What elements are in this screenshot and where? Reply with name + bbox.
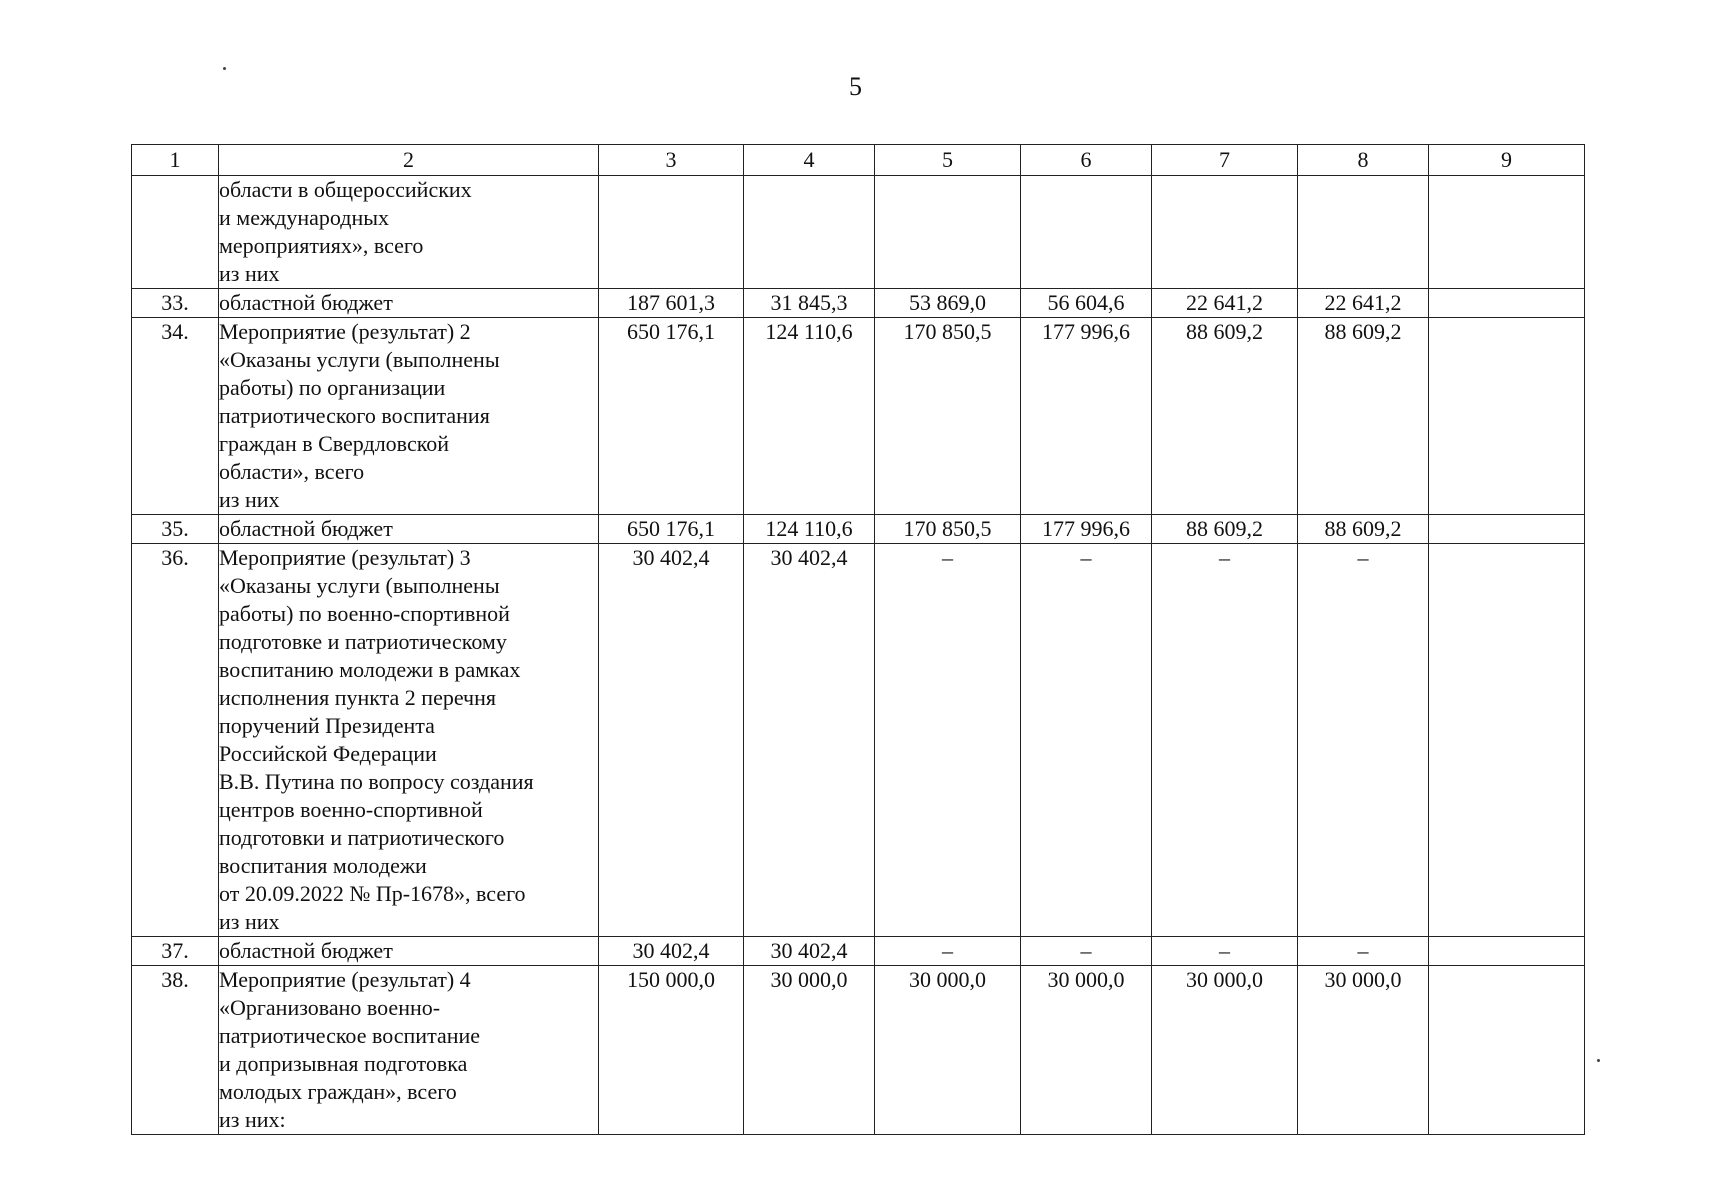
description-line: «Оказаны услуги (выполнены [219,573,500,598]
value-cell-col-9 [1429,544,1585,937]
value-cell-col-5: 170 850,5 [875,515,1021,544]
description-line: из них [219,261,280,286]
value-cell-col-6: 177 996,6 [1021,318,1152,515]
value-cell-col-5: – [875,937,1021,966]
row-number: 36. [132,544,219,937]
description-line: воспитанию молодежи в рамках [219,657,521,682]
value-cell-col-4: 30 402,4 [744,544,875,937]
value-cell-col-6 [1021,176,1152,289]
column-header-7: 7 [1152,145,1298,176]
value-cell-col-7: 88 609,2 [1152,515,1298,544]
description-line: областной бюджет [219,516,393,541]
description-line: от 20.09.2022 № Пр-1678», всего [219,881,526,906]
table-row [132,289,1585,318]
description-line: и допризывная подготовка [219,1051,468,1076]
budget-table [131,144,1585,1135]
description-line: исполнения пункта 2 перечня [219,685,497,710]
description-line: молодых граждан», всего [219,1079,457,1104]
value-cell-col-5: – [875,544,1021,937]
value-cell-col-6: – [1021,937,1152,966]
value-cell-col-9 [1429,289,1585,318]
row-number: 38. [132,966,219,1135]
table-row [132,515,1585,544]
value-cell-col-7 [1152,176,1298,289]
description-line: воспитания молодежи [219,853,427,878]
value-cell-col-4 [744,176,875,289]
value-cell-col-9 [1429,176,1585,289]
description-line: областной бюджет [219,290,393,315]
description-line: области», всего [219,459,365,484]
value-cell-col-4: 31 845,3 [744,289,875,318]
row-description [219,318,599,515]
value-cell-col-7: – [1152,937,1298,966]
value-cell-col-6: 56 604,6 [1021,289,1152,318]
description-line: областной бюджет [219,938,393,963]
description-line: центров военно-спортивной [219,797,483,822]
description-line: Мероприятие (результат) 4 [219,967,471,992]
value-cell-col-5: 30 000,0 [875,966,1021,1135]
page-number: 5 [849,72,862,101]
description-line: «Организовано военно- [219,995,441,1020]
description-line: граждан в Свердловской [219,431,450,456]
row-number: 34. [132,318,219,515]
description-line: из них: [219,1107,286,1132]
column-header-4: 4 [744,145,875,176]
value-cell-col-7: – [1152,544,1298,937]
row-description [219,515,599,544]
description-line: подготовки и патриотического [219,825,505,850]
description-line: поручений Президента [219,713,435,738]
value-cell-col-5 [875,176,1021,289]
column-header-1: 1 [132,145,219,176]
value-cell-col-8: – [1298,544,1429,937]
header-row [132,145,1585,176]
value-cell-col-8: 88 609,2 [1298,515,1429,544]
row-number [132,176,219,289]
value-cell-col-8: 30 000,0 [1298,966,1429,1135]
value-cell-col-7: 22 641,2 [1152,289,1298,318]
table-body [132,176,1585,1135]
row-number: 37. [132,937,219,966]
column-header-8: 8 [1298,145,1429,176]
scan-speck [1597,1059,1600,1062]
description-line: подготовке и патриотическому [219,629,507,654]
description-line: Российской Федерации [219,741,437,766]
value-cell-col-3: 30 402,4 [599,937,744,966]
description-line: Мероприятие (результат) 2 [219,319,471,344]
row-description [219,289,599,318]
value-cell-col-3: 650 176,1 [599,515,744,544]
value-cell-col-9 [1429,515,1585,544]
value-cell-col-6: 177 996,6 [1021,515,1152,544]
table-row [132,318,1585,515]
value-cell-col-4: 30 402,4 [744,937,875,966]
value-cell-col-3: 187 601,3 [599,289,744,318]
value-cell-col-9 [1429,318,1585,515]
row-description [219,966,599,1135]
value-cell-col-8 [1298,176,1429,289]
value-cell-col-6: 30 000,0 [1021,966,1152,1135]
description-line: из них [219,909,280,934]
row-number: 33. [132,289,219,318]
table-row [132,966,1585,1135]
description-line: области в общероссийских [219,177,472,202]
row-number: 35. [132,515,219,544]
value-cell-col-3: 30 402,4 [599,544,744,937]
value-cell-col-3: 650 176,1 [599,318,744,515]
description-line: Мероприятие (результат) 3 [219,545,471,570]
description-line: патриотического воспитания [219,403,490,428]
value-cell-col-8: 22 641,2 [1298,289,1429,318]
value-cell-col-4: 30 000,0 [744,966,875,1135]
row-description [219,937,599,966]
description-line: патриотическое воспитание [219,1023,481,1048]
value-cell-col-3 [599,176,744,289]
table-row [132,937,1585,966]
table-row [132,176,1585,289]
value-cell-col-9 [1429,937,1585,966]
scan-speck [223,67,226,70]
value-cell-col-5: 170 850,5 [875,318,1021,515]
column-header-5: 5 [875,145,1021,176]
column-header-9: 9 [1429,145,1585,176]
description-line: работы) по военно-спортивной [219,601,510,626]
row-description [219,176,599,289]
description-line: «Оказаны услуги (выполнены [219,347,500,372]
value-cell-col-6: – [1021,544,1152,937]
column-header-2: 2 [219,145,599,176]
value-cell-col-7: 30 000,0 [1152,966,1298,1135]
value-cell-col-8: – [1298,937,1429,966]
value-cell-col-9 [1429,966,1585,1135]
value-cell-col-8: 88 609,2 [1298,318,1429,515]
value-cell-col-4: 124 110,6 [744,515,875,544]
row-description [219,544,599,937]
column-header-3: 3 [599,145,744,176]
column-header-6: 6 [1021,145,1152,176]
value-cell-col-3: 150 000,0 [599,966,744,1135]
description-line: мероприятиях», всего [219,233,424,258]
value-cell-col-4: 124 110,6 [744,318,875,515]
value-cell-col-5: 53 869,0 [875,289,1021,318]
description-line: и международных [219,205,390,230]
table-row [132,544,1585,937]
description-line: В.В. Путина по вопросу создания [219,769,534,794]
description-line: из них [219,487,280,512]
description-line: работы) по организации [219,375,446,400]
value-cell-col-7: 88 609,2 [1152,318,1298,515]
